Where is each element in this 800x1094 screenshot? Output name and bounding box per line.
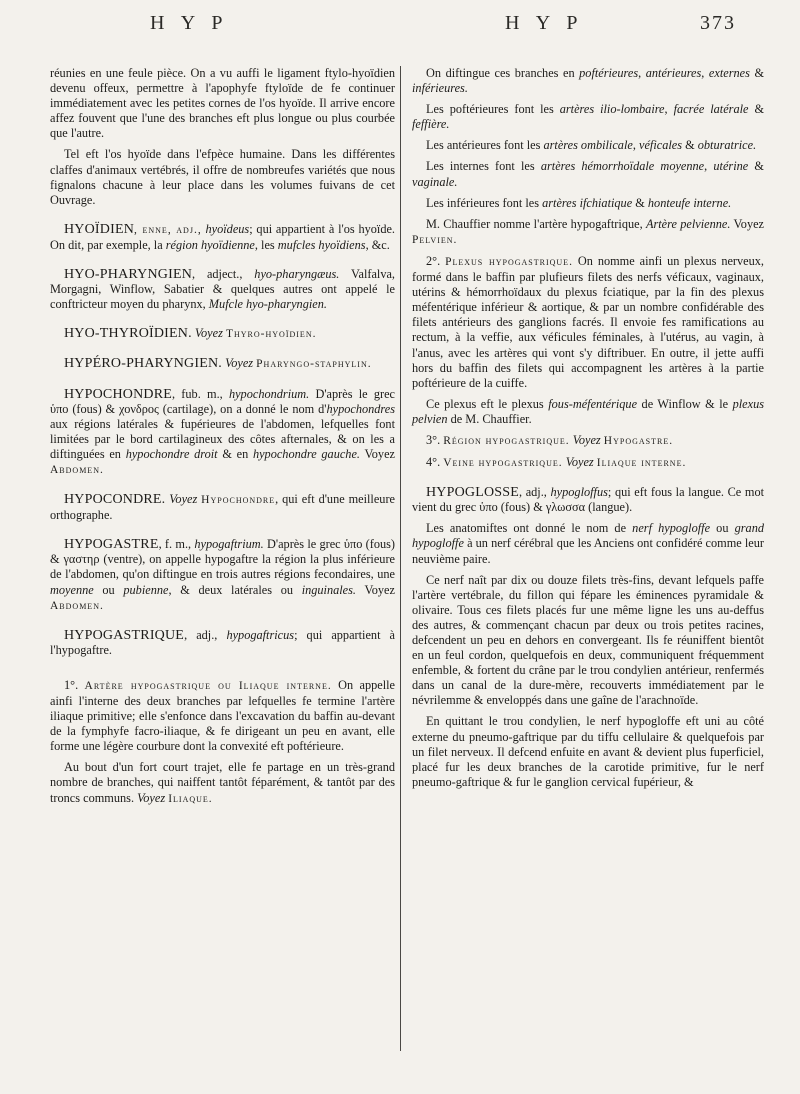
paragraph: Les poftérieures font les artères ilio-lombaire, facrée latérale & feffière.: [412, 102, 765, 132]
entry-hypero-pharyngien: HYPÉRO-PHARYNGIEN. Voyez Pharyngo-staphylin.: [64, 356, 372, 372]
entry-hypocondre: HYPOCONDRE. Voyez Hypochondre, qui eft d'une meilleure orthographe.: [50, 492, 396, 523]
headword: HYOÏDIEN: [64, 221, 135, 237]
cross-reference: Abdomen.: [50, 463, 104, 476]
cross-reference: Iliaque interne.: [596, 457, 687, 470]
paragraph: On diftingue ces branches en poftérieures, antérieures, externes & inférieures.: [412, 66, 765, 96]
subentry-heading: Veine hypogastrique.: [443, 457, 563, 470]
subentry-plexus-hypogastrique: 2°. Plexus hypogastrique. On nomme ainfi un plexus nerveux, formé dans le baffin par plufieurs filets des nerfs véficaux, vaginaux, utérins & hémorrhoïdaux du plexus fciatique, par la fin des plexus méfentérique inférieur & aortique, & par un nombre confidérable des filets antérieurs des ganglions facrés. Il envoie fes ramifications au rectum, à la veffie, aux véficules féminales, à l'utérus, au vagin, à l'anus, avec les artères qui vont s'y diftribuer. En outre, il jette auffi hors du baffin des filets qui accompagnent les artères à la partie poftérieure de la cuiffe.: [412, 253, 764, 390]
entry-hypoglosse: HYPOGLOSSE, adj., hypogloffus; qui eft fous la langue. Ce mot vient du grec ὑπο (fous) & γλωσσα (langue).: [412, 485, 765, 515]
page-number: 373: [700, 12, 736, 34]
headword: HYPOGASTRIQUE: [64, 627, 185, 643]
paragraph: Les inférieures font les artères ifchiatique & honteufe interne.: [426, 195, 732, 210]
cross-reference: Abdomen.: [50, 599, 104, 612]
running-head-right: H Y P: [505, 12, 584, 34]
cross-reference: Thyro-hyoïdien.: [225, 328, 317, 341]
paragraph: Ce plexus eft le plexus fous-méfentérique de Winflow & le plexus pelvien de M. Chauffier.: [412, 396, 765, 426]
headword: HYPOCONDRE.: [64, 492, 166, 508]
entry-hypogastre: HYPOGASTRE, f. m., hypogaftrium. D'après le grec ὑπο (fous) & γαστηρ (ventre), on appelle hypogaftre la région la plus inférieure de l'abdomen, qu'on diftingue en trois autres régions fecondaires, une moyenne ou pubienne, & deux latérales ou inguinales. Voyez Abdomen.: [50, 537, 395, 612]
running-header: [0, 12, 800, 42]
subentry-heading: Plexus hypogastrique.: [445, 255, 573, 268]
paragraph: réunies en une feule pièce. On a vu auffi le ligament ftylo-hyoïdien devenu offeux, permettre à l'apophyfe ftyloïde de fe continuer immédiatement avec les petites cornes de l'os hyoïde. Il arrive encore affez fouvent que l'une des branches eft plus longue ou plus courbée que l'autre.: [50, 66, 395, 141]
cross-reference: Pelvien.: [412, 233, 458, 246]
paragraph: Au bout d'un fort court trajet, elle fe partage en un très-grand nombre de branches, qui naiffent tantôt féparément, & tantôt par des troncs communs. Voyez Iliaque.: [50, 760, 395, 805]
entry-hyoidien: HYOÏDIEN, enne, adj., hyoïdeus; qui appartient à l'os hyoïde. On dit, par exemple, la région hyoïdienne, les mufcles hyoïdiens, &c.: [50, 221, 396, 252]
right-column: [412, 66, 764, 796]
subentry-region-hypogastrique: 3°. Région hypogastrique. Voyez Hypogastre.: [426, 432, 674, 447]
headword: HYPÉRO-PHARYNGIEN.: [64, 356, 222, 372]
paragraph: M. Chauffier nomme l'artère hypogaftrique, Artère pelvienne. Voyez Pelvien.: [412, 216, 765, 246]
entry-hypogastrique: HYPOGASTRIQUE, adj., hypogaftricus; qui appartient à l'hypogaftre.: [50, 627, 395, 657]
running-head-left: H Y P: [150, 12, 229, 34]
entry-hyo-pharyngien: HYO-PHARYNGIEN, adject., hyo-pharyngæus. Valfalva, Morgagni, Winflow, Sabatier & quelques autres ont appelé le conftricteur moyen du pharynx, Mufcle hyo-pharyngien.: [50, 267, 396, 312]
cross-reference: Pharyngo-staphylin.: [256, 358, 372, 371]
entry-hyo-thyroidien: HYO-THYROÏDIEN. Voyez Thyro-hyoïdien.: [64, 326, 317, 342]
paragraph: Les antérieures font les artères ombilicale, véficales & obturatrice.: [426, 138, 757, 153]
headword: HYPOCHONDRE: [64, 386, 172, 402]
subentry-heading: Région hypogastrique.: [443, 434, 570, 447]
subentry-artere-hypogastrique: 1°. Artère hypogastrique ou Iliaque interne. On appelle ainfi l'interne des deux branches par lefquelles fe termine l'artère iliaque primitive; elle s'enfonce dans l'excavation du baffin au-devant de la fymphyfe facro-iliaque, & fe dirigeant un peu en avant, elle forme une légère courbure dont la convexité eft poftérieure.: [50, 677, 395, 754]
subentry-heading: Artère hypogastrique ou Iliaque interne.: [84, 679, 332, 692]
headword: HYO-THYROÏDIEN.: [64, 326, 192, 342]
cross-reference: Hypogastre.: [603, 434, 674, 447]
paragraph: En quittant le trou condylien, le nerf hypogloffe eft uni au côté externe du pneumo-gaftrique par du tiffu cellulaire & quelquefois par un filet nerveux. Il defcend enfuite en avant & devient plus fuperficiel, placé fur les deux branches de la carotide primitive, fur le nerf pneumo-gaftrique & fur le ganglion cervical fupérieur, &: [412, 714, 764, 789]
paragraph: Les anatomiftes ont donné le nom de nerf hypogloffe ou grand hypogloffe à un nerf cérébral que les Anciens ont confidéré comme leur neuvième paire.: [412, 521, 764, 566]
subentry-veine-hypogastrique: 4°. Veine hypogastrique. Voyez Iliaque interne.: [426, 455, 687, 470]
headword: HYPOGLOSSE: [426, 485, 520, 501]
left-column: [50, 66, 395, 813]
headword: HYPOGASTRE: [64, 537, 159, 553]
entry-hypochondre: HYPOCHONDRE, fub. m., hypochondrium. D'après le grec ὑπο (fous) & χονδρος (cartilage), on a donné le nom d'hypochondres aux régions latérales & fupérieures de l'abdomen, lefquelles font limitées par le bord cartilagineux des côtes afternales, & on les a diftinguées en hypochondre droit & en hypochondre gauche. Voyez Abdomen.: [50, 386, 395, 476]
cross-reference: Iliaque.: [168, 792, 213, 805]
cross-reference: Hypochondre: [201, 494, 276, 507]
column-divider: [400, 66, 401, 1051]
paragraph: Ce nerf naît par dix ou douze filets très-fins, devant lefquels paffe l'artère vertébrale, du fillon qui fépare les éminences pyramidale & olivaire. Tous ces filets placés fur une même ligne les uns au-deffus des autres, & commençant chacun par deux ou trois petites racines, defcendent un peu en dehors en convergeant. Ils fe réuniffent bientôt en un feul cordon, quelquefois en deux, communiquent fréquemment enfemble, & fortent du crâne par le trou condylien antérieur, renfermés dans un canal de la dure-mère, recouverts immédiatement par le névrilemme & enveloppés dans une gaîne de l'arachnoïde.: [412, 572, 764, 708]
headword: HYO-PHARYNGIEN: [64, 267, 193, 283]
paragraph: Les internes font les artères hémorrhoïdale moyenne, utérine & vaginale.: [412, 159, 764, 189]
paragraph: Tel eft l'os hyoïde dans l'efpèce humaine. Dans les différentes claffes d'animaux vertébrés, il offre de nombreufes variétés que nous fignalons chacune à leur place dans les volumes fuivans de cet Ouvrage.: [50, 147, 395, 207]
